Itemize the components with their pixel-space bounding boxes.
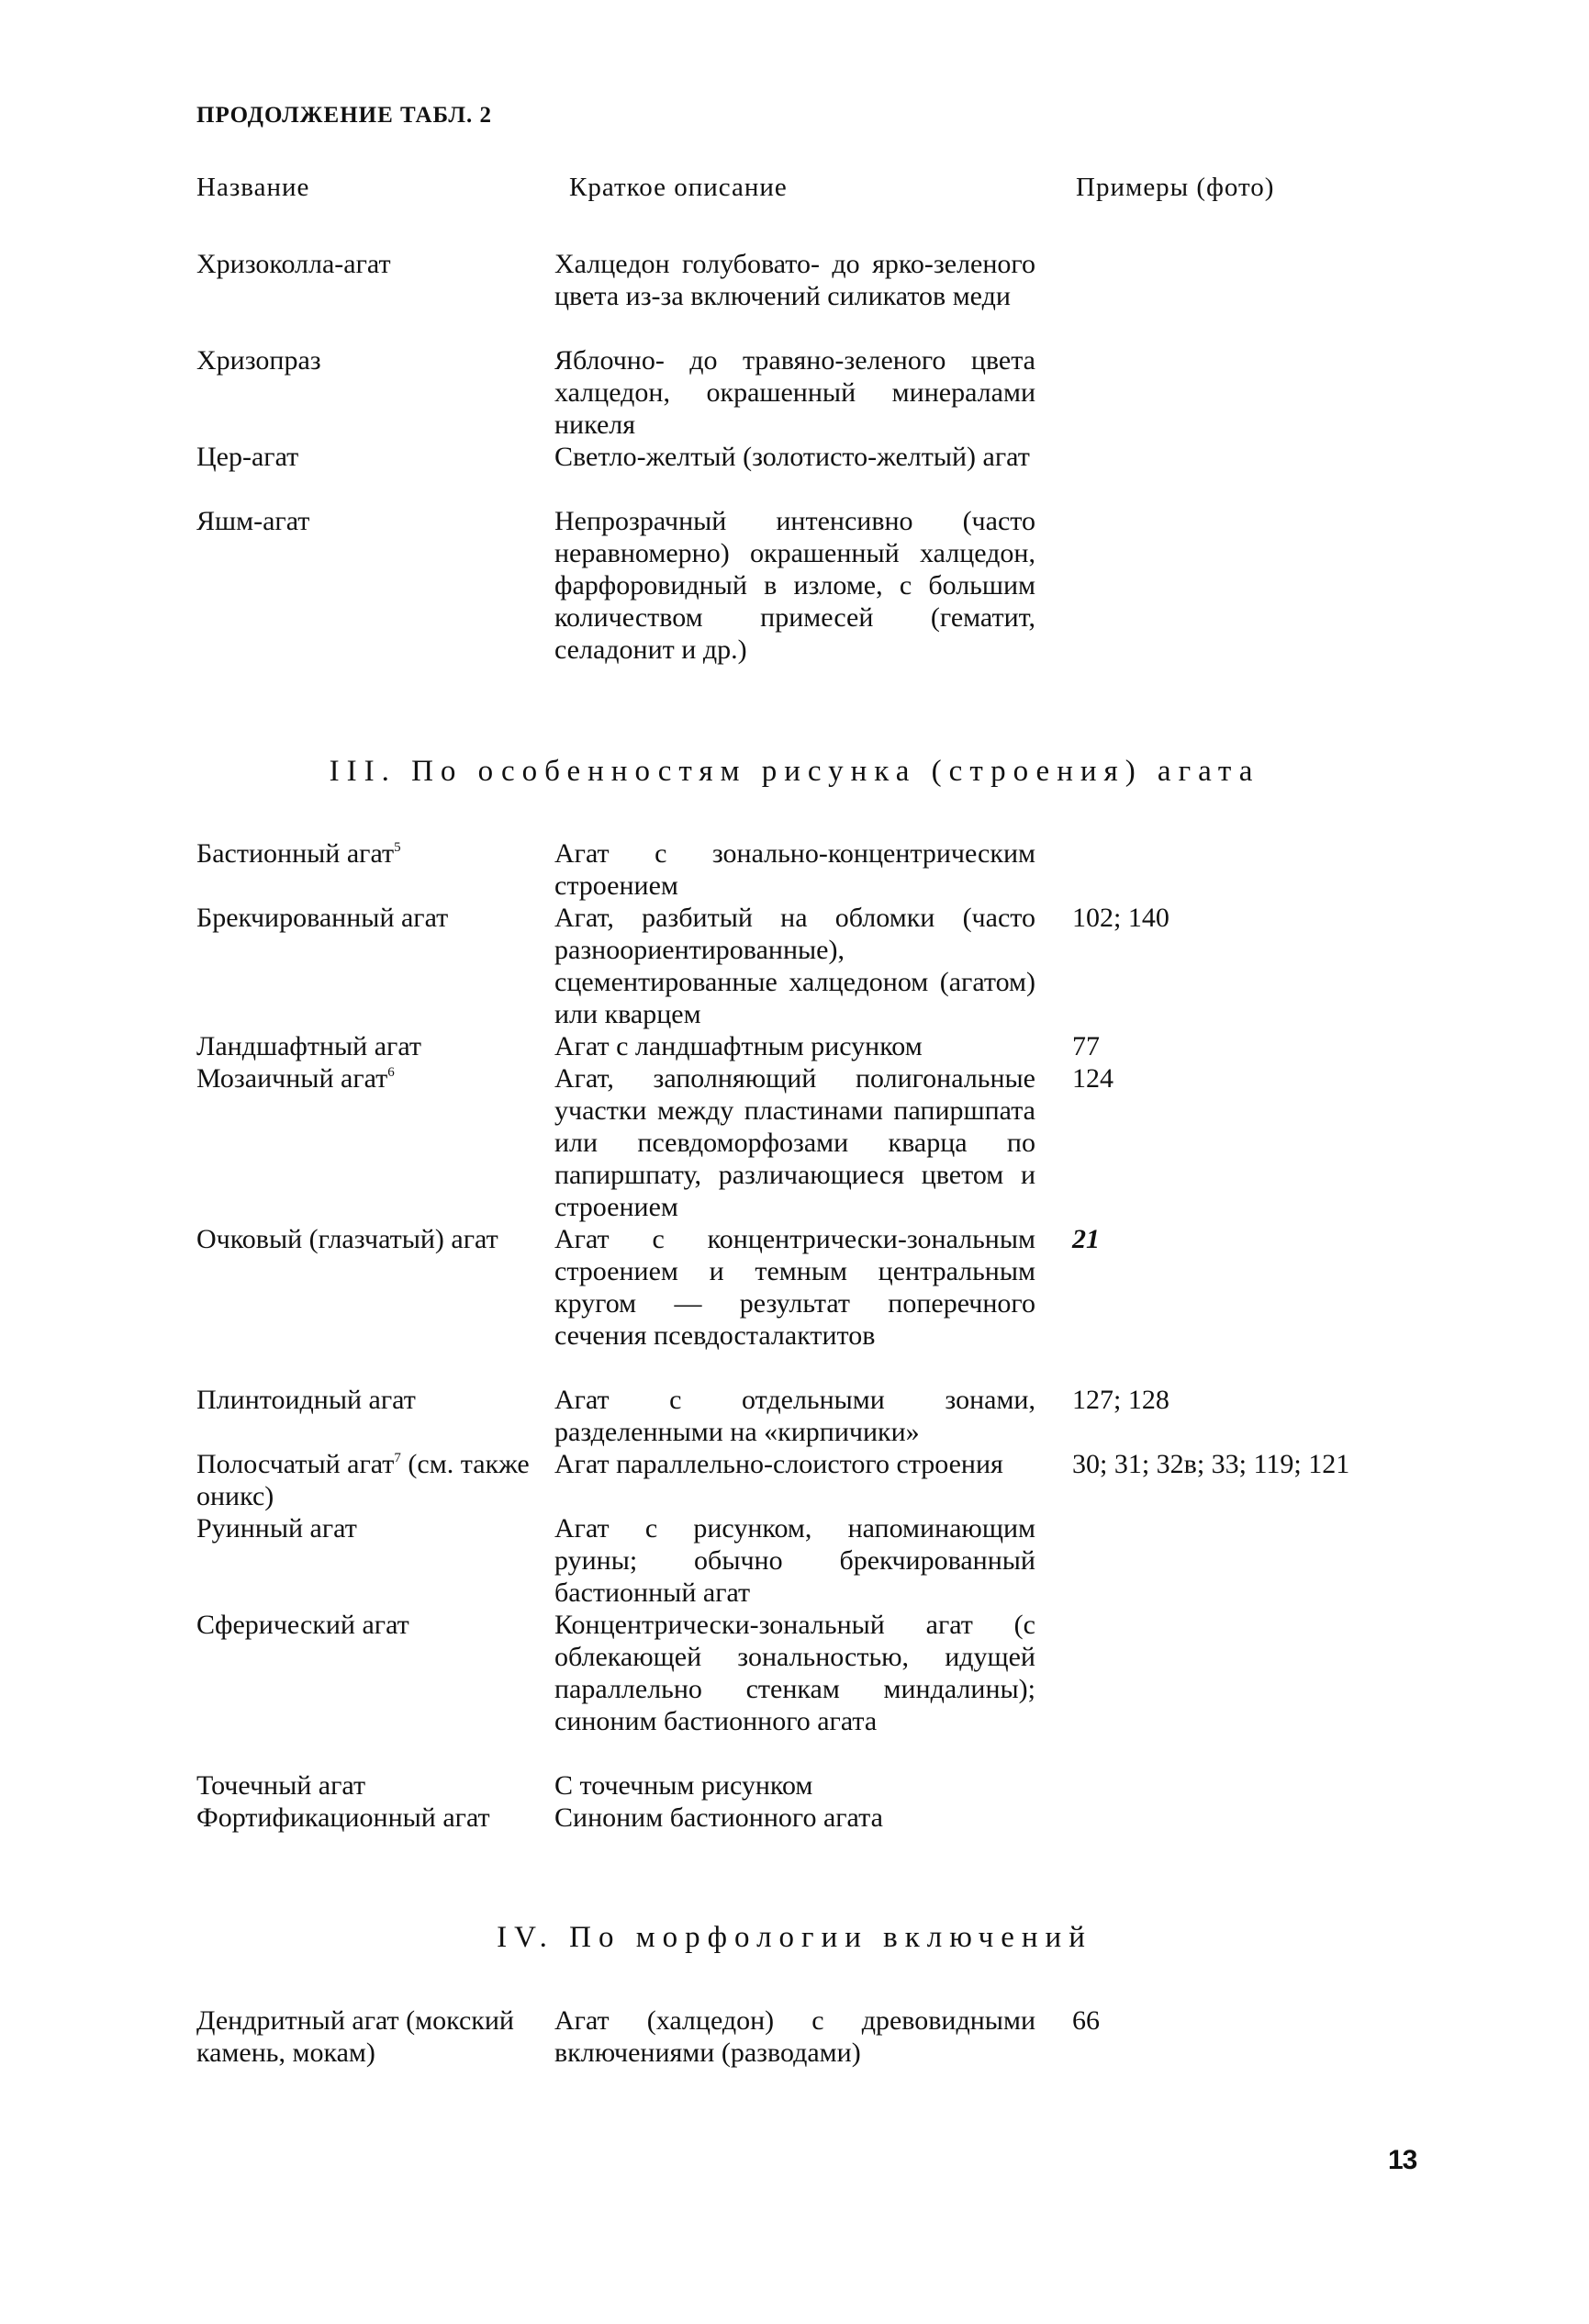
term-name: Цер-агат bbox=[196, 442, 299, 472]
term-text: Бастионный агат bbox=[196, 838, 395, 869]
term-name bbox=[196, 1448, 538, 1512]
footnote-marker: 5 bbox=[394, 840, 401, 855]
term-name: Руинный агат bbox=[196, 1513, 357, 1544]
photo-examples: 102; 140 bbox=[1072, 903, 1169, 933]
term-name: Ландшафтный агат bbox=[196, 1031, 421, 1061]
table-row bbox=[0, 837, 1589, 902]
term-name bbox=[196, 1062, 538, 1095]
term-description: Халцедон голубовато- до ярко-зеленого цвета из-за включений силикатов меди bbox=[554, 249, 1035, 311]
term-name: Дендритный агат (мокский камень, мокам) bbox=[196, 2005, 514, 2068]
table-row bbox=[0, 1769, 1589, 1802]
term-text: Полосчатый агат bbox=[196, 1449, 395, 1479]
term-description: Агат с зонально-концентрическим строением bbox=[554, 838, 1035, 901]
table-row bbox=[0, 1448, 1589, 1512]
footnote-marker: 7 bbox=[394, 1451, 401, 1465]
term-name: Сферический агат bbox=[196, 1610, 409, 1640]
table-row bbox=[0, 1802, 1589, 1866]
term-description: Агат с отдельными зонами, разделенными на «кирпичики» bbox=[554, 1385, 1035, 1447]
continuation-title: ПРОДОЛЖЕНИЕ ТАБЛ. 2 bbox=[196, 103, 493, 128]
table-section-2-rows bbox=[0, 248, 1589, 698]
photo-examples: 66 bbox=[1072, 2005, 1100, 2036]
table-row bbox=[0, 1512, 1589, 1609]
page-number: 13 bbox=[1388, 2145, 1417, 2175]
term-name: Фортификационный агат bbox=[196, 1802, 490, 1833]
term-text: Мозаичный агат bbox=[196, 1063, 388, 1094]
photo-examples: 124 bbox=[1072, 1063, 1113, 1094]
term-description: Яблочно- до травяно-зеленого цвета халцедон, окрашенный минералами никеля bbox=[554, 345, 1035, 440]
photo-examples: 127; 128 bbox=[1072, 1385, 1169, 1415]
section-heading-3: III. По особенностям рисунка (строения) агата bbox=[329, 755, 1260, 788]
table-row bbox=[0, 1223, 1589, 1384]
term-name: Брекчированный агат bbox=[196, 903, 449, 933]
term-description: Синоним бастионного агата bbox=[554, 1802, 883, 1833]
table-row bbox=[0, 1062, 1589, 1223]
photo-examples: 77 bbox=[1072, 1031, 1100, 1061]
term-description: Агат параллельно-слоистого строения bbox=[554, 1449, 1003, 1479]
table-row bbox=[0, 505, 1589, 698]
table-row bbox=[0, 1030, 1589, 1062]
term-description: Агат с рисунком, напоминающим руины; обычно брекчированный бастионный агат bbox=[554, 1513, 1035, 1608]
table-row bbox=[0, 1609, 1589, 1769]
table-row bbox=[0, 248, 1589, 344]
table-row bbox=[0, 441, 1589, 505]
photo-examples: 21 bbox=[1072, 1224, 1100, 1254]
column-header-examples: Примеры (фото) bbox=[1076, 173, 1275, 202]
table-row bbox=[0, 902, 1589, 1030]
term-text-tail: (см. также оникс) bbox=[196, 1449, 530, 1511]
column-header-name: Название bbox=[196, 173, 310, 202]
term-name: Хризоколла-агат bbox=[196, 249, 391, 279]
column-header-description: Краткое описание bbox=[569, 173, 788, 202]
term-name bbox=[196, 837, 538, 870]
term-description: Агат с ландшафтным рисунком bbox=[554, 1031, 923, 1061]
table-section-3-rows bbox=[0, 837, 1589, 1866]
table-row bbox=[0, 1384, 1589, 1448]
table-row bbox=[0, 344, 1589, 441]
term-name: Плинтоидный агат bbox=[196, 1385, 416, 1415]
term-name: Хризопраз bbox=[196, 345, 321, 376]
term-name: Очковый (глазчатый) агат bbox=[196, 1224, 498, 1254]
term-description: Светло-желтый (золотисто-желтый) агат bbox=[554, 442, 1030, 472]
term-description: Агат (халцедон) с древовидными включениями (разводами) bbox=[554, 2005, 1035, 2068]
table-section-4-rows bbox=[0, 2004, 1589, 2069]
term-description: Агат с концентрически-зональным строением и темным центральным кругом — результат поперечного сечения псевдосталактитов bbox=[554, 1224, 1035, 1351]
term-description: Агат, заполняющий полигональные участки между пластинами папиршпата или псевдоморфозами кварца по папиршпату, различающиеся цветом и строением bbox=[554, 1063, 1035, 1222]
photo-examples: 30; 31; 32в; 33; 119; 121 bbox=[1072, 1449, 1350, 1479]
footnote-marker: 6 bbox=[387, 1065, 395, 1080]
term-description: Агат, разбитый на обломки (часто разноориентированные), сцементированные халцедоном (агатом) или кварцем bbox=[554, 903, 1035, 1029]
term-name: Точечный агат bbox=[196, 1770, 366, 1801]
table-row bbox=[0, 2004, 1589, 2069]
term-description: Концентрически-зональный агат (с облекающей зональностью, идущей параллельно стенкам миндалины); синоним бастионного агата bbox=[554, 1610, 1035, 1736]
term-description: Непрозрачный интенсивно (часто неравномерно) окрашенный халцедон, фарфоровидный в изломе, с большим количеством примесей (гематит, селадонит и др.) bbox=[554, 506, 1035, 665]
term-name: Яшм-агат bbox=[196, 506, 310, 536]
section-heading-4: IV. По морфологии включений bbox=[497, 1921, 1092, 1954]
term-description: С точечным рисунком bbox=[554, 1770, 813, 1801]
